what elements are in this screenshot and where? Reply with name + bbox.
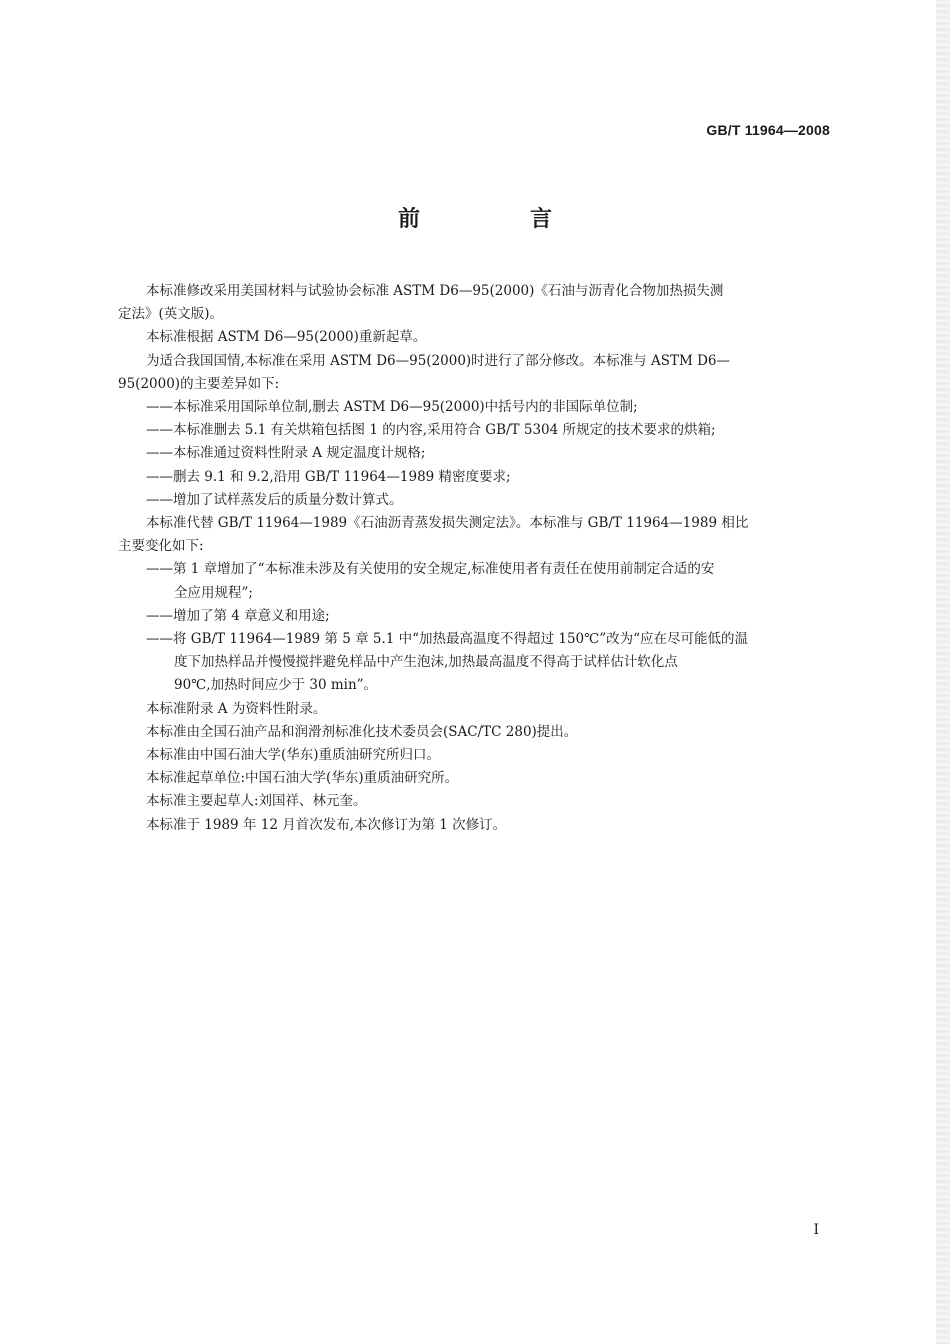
- text-line: 本标准根据 ASTM D6—95(2000)重新起草。: [146, 329, 427, 346]
- text-line: 本标准主要起草人:刘国祥、林元奎。: [146, 793, 367, 810]
- list-item-continuation: 90℃,加热时间应少于 30 min”。: [174, 677, 378, 694]
- text-line: 本标准由全国石油产品和润滑剂标准化技术委员会(SAC/TC 280)提出。: [146, 723, 578, 740]
- list-item: ——第 1 章增加了“本标准未涉及有关使用的安全规定,标准使用者有责任在使用前制定合适的安: [146, 561, 715, 578]
- list-item-continuation: 度下加热样品并慢慢搅拌避免样品中产生泡沫,加热最高温度不得高于试样估计软化点: [174, 654, 678, 671]
- text-line: 本标准代替 GB/T 11964—1989《石油沥青蒸发损失测定法》。本标准与 GB/T 11964—1989 相比: [146, 515, 749, 532]
- list-item-continuation: 全应用规程”;: [174, 584, 253, 601]
- text-line: 主要变化如下:: [118, 538, 204, 555]
- text-line: 为适合我国国情,本标准在采用 ASTM D6—95(2000)时进行了部分修改。本标准与 ASTM D6—: [146, 352, 730, 369]
- text-line: 定法》(英文版)。: [118, 306, 224, 323]
- list-item: ——增加了试样蒸发后的质量分数计算式。: [146, 491, 403, 508]
- list-item: ——增加了第 4 章意义和用途;: [146, 607, 330, 624]
- text-line: 本标准于 1989 年 12 月首次发布,本次修订为第 1 次修订。: [146, 816, 507, 833]
- text-line: 本标准起草单位:中国石油大学(华东)重质油研究所。: [146, 770, 459, 787]
- text-line: 本标准附录 A 为资料性附录。: [146, 700, 327, 717]
- list-item: ——本标准采用国际单位制,删去 ASTM D6—95(2000)中括号内的非国际单位制;: [146, 399, 638, 416]
- foreword-body: [118, 280, 830, 837]
- list-item: ——删去 9.1 和 9.2,沿用 GB/T 11964—1989 精密度要求;: [146, 468, 511, 485]
- text-line: 95(2000)的主要差异如下:: [118, 375, 280, 392]
- page-title: 前 言: [397, 207, 596, 232]
- list-item: ——本标准通过资料性附录 A 规定温度计规格;: [146, 445, 426, 462]
- text-line: 本标准修改采用美国材料与试验协会标准 ASTM D6—95(2000)《石油与沥青化合物加热损失测: [146, 283, 724, 299]
- page-number: I: [813, 1222, 819, 1238]
- text-line: 本标准由中国石油大学(华东)重质油研究所归口。: [146, 747, 441, 764]
- standard-code: GB/T 11964—2008: [706, 122, 830, 138]
- list-item: ——本标准删去 5.1 有关烘箱包括图 1 的内容,采用符合 GB/T 5304 所规定的技术要求的烘箱;: [146, 422, 716, 439]
- list-item: ——将 GB/T 11964—1989 第 5 章 5.1 中“加热最高温度不得超过 150℃”改为“应在尽可能低的温: [146, 631, 749, 648]
